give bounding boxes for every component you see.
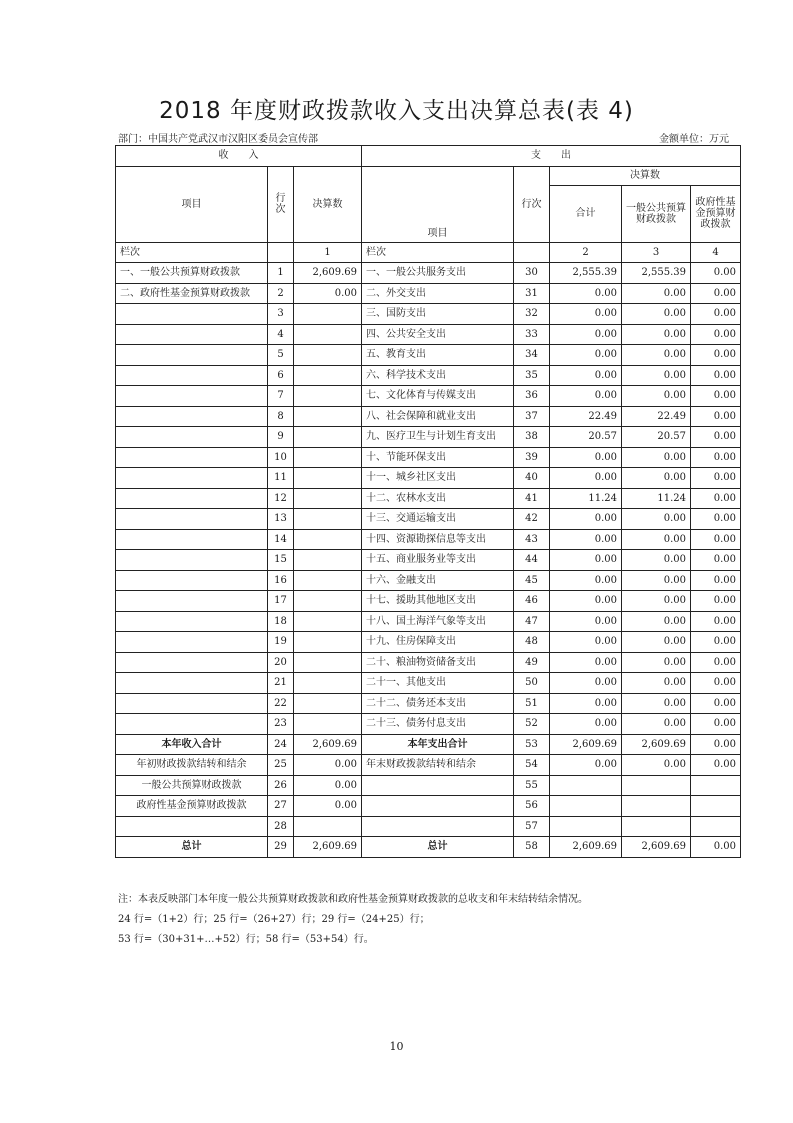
expense-item: 十八、国土海洋气象等支出 xyxy=(362,611,514,632)
income-line-no: 24 xyxy=(268,734,294,755)
income-item xyxy=(116,365,268,386)
income-amount xyxy=(294,447,362,468)
expense-line-no: 33 xyxy=(514,324,550,345)
expense-gov-fund: 0.00 xyxy=(691,714,741,735)
income-amount xyxy=(294,673,362,694)
income-amount xyxy=(294,468,362,489)
expense-gov-fund: 0.00 xyxy=(691,427,741,448)
expense-line-no: 39 xyxy=(514,447,550,468)
table-row xyxy=(116,652,741,673)
expense-total: 22.49 xyxy=(550,406,622,427)
table-row xyxy=(116,509,741,530)
expense-line-no: 30 xyxy=(514,263,550,284)
income-item xyxy=(116,611,268,632)
expense-item: 六、科学技术支出 xyxy=(362,365,514,386)
income-amount xyxy=(294,488,362,509)
table-row xyxy=(116,816,741,837)
expense-gov-fund: 0.00 xyxy=(691,283,741,304)
income-line-no: 5 xyxy=(268,345,294,366)
expense-total: 0.00 xyxy=(550,673,622,694)
table-row xyxy=(116,427,741,448)
income-line-no: 11 xyxy=(268,468,294,489)
expense-general-budget: 0.00 xyxy=(622,550,691,571)
expense-item: 二十、粮油物资储备支出 xyxy=(362,652,514,673)
expense-line-no: 32 xyxy=(514,304,550,325)
income-amount: 2,609.69 xyxy=(294,837,362,858)
expense-total: 0.00 xyxy=(550,591,622,612)
expense-item: 九、医疗卫生与计划生育支出 xyxy=(362,427,514,448)
column-index-row xyxy=(116,242,741,263)
income-line-no: 20 xyxy=(268,652,294,673)
expense-item: 十六、金融支出 xyxy=(362,570,514,591)
table-row xyxy=(116,550,741,571)
note-line: 注：本表反映部门本年度一般公共预算财政拨款和政府性基金预算财政拨款的总收支和年末结转结余情况。 xyxy=(118,894,588,905)
expense-line-no: 51 xyxy=(514,693,550,714)
expense-item: 十二、农林水支出 xyxy=(362,488,514,509)
income-line-no: 10 xyxy=(268,447,294,468)
expense-item: 十七、援助其他地区支出 xyxy=(362,591,514,612)
expense-total: 0.00 xyxy=(550,509,622,530)
expense-general-budget: 0.00 xyxy=(622,652,691,673)
expense-gov-fund: 0.00 xyxy=(691,488,741,509)
col-index-3: 3 xyxy=(622,242,691,263)
expense-line-no: 48 xyxy=(514,632,550,653)
income-amount xyxy=(294,652,362,673)
expense-general-budget: 0.00 xyxy=(622,447,691,468)
expense-total: 0.00 xyxy=(550,693,622,714)
expense-line-no: 53 xyxy=(514,734,550,755)
expense-gov-fund: 0.00 xyxy=(691,365,741,386)
total-col-header: 合计 xyxy=(550,185,622,242)
income-item xyxy=(116,324,268,345)
table-row xyxy=(116,755,741,776)
table-row xyxy=(116,775,741,796)
table-row xyxy=(116,447,741,468)
income-item xyxy=(116,406,268,427)
notes xyxy=(118,890,588,950)
income-amount xyxy=(294,386,362,407)
expense-gov-fund: 0.00 xyxy=(691,263,741,284)
expense-general-budget: 0.00 xyxy=(622,714,691,735)
expense-general-budget: 0.00 xyxy=(622,611,691,632)
income-amount xyxy=(294,632,362,653)
income-line-no: 2 xyxy=(268,283,294,304)
income-line-no: 15 xyxy=(268,550,294,571)
expense-line-no: 40 xyxy=(514,468,550,489)
expense-item: 七、文化体育与传媒支出 xyxy=(362,386,514,407)
expense-line-no: 58 xyxy=(514,837,550,858)
expense-total: 0.00 xyxy=(550,365,622,386)
expense-general-budget: 0.00 xyxy=(622,345,691,366)
expense-gov-fund: 0.00 xyxy=(691,632,741,653)
expense-line-no: 52 xyxy=(514,714,550,735)
table-row xyxy=(116,406,741,427)
expense-item: 八、社会保障和就业支出 xyxy=(362,406,514,427)
line-label-right: 栏次 xyxy=(362,242,514,263)
income-line-no: 27 xyxy=(268,796,294,817)
expense-total xyxy=(550,816,622,837)
expense-gov-fund: 0.00 xyxy=(691,468,741,489)
income-item: 年初财政拨款结转和结余 xyxy=(116,755,268,776)
expense-general-budget: 0.00 xyxy=(622,632,691,653)
income-item xyxy=(116,468,268,489)
gov-fund-header: 政府性基金预算财政拨款 xyxy=(691,185,741,242)
expense-line-no: 49 xyxy=(514,652,550,673)
expense-line-no: 31 xyxy=(514,283,550,304)
expense-line-no: 45 xyxy=(514,570,550,591)
expense-item: 二、外交支出 xyxy=(362,283,514,304)
expense-total: 0.00 xyxy=(550,386,622,407)
expense-general-budget xyxy=(622,775,691,796)
income-line-no: 21 xyxy=(268,673,294,694)
income-amount xyxy=(294,816,362,837)
expense-line-no: 38 xyxy=(514,427,550,448)
expense-line-no: 41 xyxy=(514,488,550,509)
col-index-1: 1 xyxy=(294,242,362,263)
unit-label: 金额单位：万元 xyxy=(659,134,729,145)
expense-total: 0.00 xyxy=(550,611,622,632)
table-row xyxy=(116,488,741,509)
income-item xyxy=(116,816,268,837)
line-label-left: 栏次 xyxy=(116,242,268,263)
expense-total: 0.00 xyxy=(550,468,622,489)
expense-total: 0.00 xyxy=(550,529,622,550)
income-amount xyxy=(294,365,362,386)
income-line-no: 26 xyxy=(268,775,294,796)
expense-total: 0.00 xyxy=(550,304,622,325)
expense-item: 本年支出合计 xyxy=(362,734,514,755)
income-amount xyxy=(294,427,362,448)
expense-total: 2,555.39 xyxy=(550,263,622,284)
expense-line-no: 50 xyxy=(514,673,550,694)
income-amount xyxy=(294,529,362,550)
expense-line-header: 行次 xyxy=(514,166,550,242)
expense-item: 二十一、其他支出 xyxy=(362,673,514,694)
income-amount xyxy=(294,591,362,612)
income-line-no: 9 xyxy=(268,427,294,448)
expense-general-budget: 0.00 xyxy=(622,673,691,694)
table-row xyxy=(116,673,741,694)
table-row xyxy=(116,570,741,591)
expense-general-budget: 0.00 xyxy=(622,591,691,612)
expense-total: 2,609.69 xyxy=(550,734,622,755)
note-line: 24 行=（1+2）行；25 行=（26+27）行；29 行=（24+25）行； xyxy=(118,914,430,925)
expense-gov-fund: 0.00 xyxy=(691,591,741,612)
expense-general-budget: 11.24 xyxy=(622,488,691,509)
income-item xyxy=(116,529,268,550)
table-row xyxy=(116,263,741,284)
income-item xyxy=(116,591,268,612)
expense-general-budget: 2,555.39 xyxy=(622,263,691,284)
income-item xyxy=(116,509,268,530)
expense-line-no: 44 xyxy=(514,550,550,571)
income-amount xyxy=(294,406,362,427)
income-amount: 0.00 xyxy=(294,775,362,796)
income-amount xyxy=(294,693,362,714)
income-line-no: 8 xyxy=(268,406,294,427)
department-label: 部门：中国共产党武汉市汉阳区委员会宣传部 xyxy=(118,134,318,145)
income-item: 本年收入合计 xyxy=(116,734,268,755)
expense-gov-fund: 0.00 xyxy=(691,673,741,694)
expense-general-budget: 0.00 xyxy=(622,529,691,550)
expense-gov-fund: 0.00 xyxy=(691,652,741,673)
expense-general-budget: 0.00 xyxy=(622,386,691,407)
expense-general-budget: 0.00 xyxy=(622,304,691,325)
expense-line-no: 57 xyxy=(514,816,550,837)
expense-total: 0.00 xyxy=(550,345,622,366)
table-row xyxy=(116,734,741,755)
income-amount xyxy=(294,550,362,571)
table-row xyxy=(116,345,741,366)
expense-gov-fund: 0.00 xyxy=(691,570,741,591)
expense-gov-fund: 0.00 xyxy=(691,509,741,530)
expense-total: 0.00 xyxy=(550,652,622,673)
expense-total: 0.00 xyxy=(550,324,622,345)
income-amount xyxy=(294,345,362,366)
expense-gov-fund: 0.00 xyxy=(691,611,741,632)
expense-general-budget: 22.49 xyxy=(622,406,691,427)
expense-general-budget: 2,609.69 xyxy=(622,837,691,858)
expense-item xyxy=(362,816,514,837)
income-item: 一、一般公共预算财政拨款 xyxy=(116,263,268,284)
expense-general-budget: 0.00 xyxy=(622,509,691,530)
income-amount-header: 决算数 xyxy=(294,166,362,242)
table-row xyxy=(116,611,741,632)
expense-item: 十九、住房保障支出 xyxy=(362,632,514,653)
expense-line-no: 46 xyxy=(514,591,550,612)
income-item xyxy=(116,447,268,468)
expense-total: 0.00 xyxy=(550,714,622,735)
income-item xyxy=(116,386,268,407)
income-item xyxy=(116,345,268,366)
expense-item: 年末财政拨款结转和结余 xyxy=(362,755,514,776)
income-item xyxy=(116,570,268,591)
income-line-no: 22 xyxy=(268,693,294,714)
expense-total: 0.00 xyxy=(550,283,622,304)
income-line-no: 25 xyxy=(268,755,294,776)
expense-general-budget: 0.00 xyxy=(622,468,691,489)
income-amount xyxy=(294,509,362,530)
expense-line-no: 37 xyxy=(514,406,550,427)
income-line-no: 6 xyxy=(268,365,294,386)
expense-general-budget: 0.00 xyxy=(622,365,691,386)
income-item xyxy=(116,714,268,735)
expense-total: 0.00 xyxy=(550,570,622,591)
budget-table xyxy=(115,145,741,858)
expense-total: 11.24 xyxy=(550,488,622,509)
income-line-no: 18 xyxy=(268,611,294,632)
expense-total: 0.00 xyxy=(550,550,622,571)
expense-item: 四、公共安全支出 xyxy=(362,324,514,345)
expense-item: 十五、商业服务业等支出 xyxy=(362,550,514,571)
expense-line-no: 43 xyxy=(514,529,550,550)
expense-line-no: 47 xyxy=(514,611,550,632)
income-item xyxy=(116,304,268,325)
table-row xyxy=(116,386,741,407)
table-row xyxy=(116,283,741,304)
table-row xyxy=(116,324,741,345)
expense-header: 支 出 xyxy=(362,146,741,167)
income-line-no: 7 xyxy=(268,386,294,407)
expense-gov-fund: 0.00 xyxy=(691,304,741,325)
income-amount xyxy=(294,714,362,735)
income-line-no: 29 xyxy=(268,837,294,858)
page-number: 10 xyxy=(389,1040,404,1053)
expense-item: 二十三、债务付息支出 xyxy=(362,714,514,735)
table-row xyxy=(116,837,741,858)
expense-gov-fund: 0.00 xyxy=(691,324,741,345)
expense-line-no: 54 xyxy=(514,755,550,776)
income-item: 二、政府性基金预算财政拨款 xyxy=(116,283,268,304)
table-row xyxy=(116,365,741,386)
income-line-no: 28 xyxy=(268,816,294,837)
expense-line-no: 34 xyxy=(514,345,550,366)
expense-gov-fund: 0.00 xyxy=(691,447,741,468)
income-amount: 2,609.69 xyxy=(294,263,362,284)
col-index-4: 4 xyxy=(691,242,741,263)
expense-gov-fund: 0.00 xyxy=(691,550,741,571)
income-item: 政府性基金预算财政拨款 xyxy=(116,796,268,817)
expense-gov-fund xyxy=(691,816,741,837)
expense-line-no: 42 xyxy=(514,509,550,530)
expense-item xyxy=(362,775,514,796)
expense-general-budget: 0.00 xyxy=(622,283,691,304)
income-line-no: 12 xyxy=(268,488,294,509)
expense-item: 二十二、债务还本支出 xyxy=(362,693,514,714)
income-line-no: 16 xyxy=(268,570,294,591)
header-row-2 xyxy=(116,166,741,185)
income-item xyxy=(116,652,268,673)
expense-general-budget: 0.00 xyxy=(622,755,691,776)
expense-gov-fund xyxy=(691,796,741,817)
expense-amount-header: 决算数 xyxy=(550,166,741,185)
income-line-no: 13 xyxy=(268,509,294,530)
expense-item: 十、节能环保支出 xyxy=(362,447,514,468)
expense-total: 2,609.69 xyxy=(550,837,622,858)
income-item-header: 项目 xyxy=(116,166,268,242)
income-amount: 0.00 xyxy=(294,796,362,817)
expense-line-no: 35 xyxy=(514,365,550,386)
table-row xyxy=(116,714,741,735)
table-row xyxy=(116,304,741,325)
income-item xyxy=(116,427,268,448)
expense-general-budget xyxy=(622,816,691,837)
income-amount xyxy=(294,324,362,345)
expense-gov-fund: 0.00 xyxy=(691,406,741,427)
income-line-no: 14 xyxy=(268,529,294,550)
header-row-1 xyxy=(116,146,741,167)
expense-general-budget xyxy=(622,796,691,817)
income-line-no: 1 xyxy=(268,263,294,284)
income-item xyxy=(116,550,268,571)
table-row xyxy=(116,529,741,550)
expense-item: 一、一般公共服务支出 xyxy=(362,263,514,284)
expense-item-header: 项目 xyxy=(362,166,514,242)
income-item xyxy=(116,488,268,509)
expense-general-budget: 20.57 xyxy=(622,427,691,448)
expense-gov-fund: 0.00 xyxy=(691,837,741,858)
general-budget-header: 一般公共预算财政拨款 xyxy=(622,185,691,242)
income-amount xyxy=(294,611,362,632)
income-amount: 2,609.69 xyxy=(294,734,362,755)
expense-total: 0.00 xyxy=(550,632,622,653)
expense-general-budget: 0.00 xyxy=(622,693,691,714)
expense-total: 0.00 xyxy=(550,755,622,776)
note-line: 53 行=（30+31+…+52）行；58 行=（53+54）行。 xyxy=(118,934,374,945)
expense-general-budget: 2,609.69 xyxy=(622,734,691,755)
income-amount: 0.00 xyxy=(294,755,362,776)
expense-item: 总计 xyxy=(362,837,514,858)
income-amount xyxy=(294,570,362,591)
table-row xyxy=(116,693,741,714)
expense-total xyxy=(550,775,622,796)
income-amount xyxy=(294,304,362,325)
expense-item: 五、教育支出 xyxy=(362,345,514,366)
col-index-2: 2 xyxy=(550,242,622,263)
expense-line-no: 55 xyxy=(514,775,550,796)
expense-gov-fund: 0.00 xyxy=(691,693,741,714)
expense-general-budget: 0.00 xyxy=(622,570,691,591)
income-line-no: 17 xyxy=(268,591,294,612)
income-item xyxy=(116,693,268,714)
expense-line-no: 36 xyxy=(514,386,550,407)
income-item: 总计 xyxy=(116,837,268,858)
expense-line-no: 56 xyxy=(514,796,550,817)
income-line-header: 行次 xyxy=(268,166,294,242)
page-title: 2018 年度财政拨款收入支出决算总表(表 4) xyxy=(159,98,634,124)
income-line-no: 19 xyxy=(268,632,294,653)
expense-item: 三、国防支出 xyxy=(362,304,514,325)
table-row xyxy=(116,468,741,489)
expense-gov-fund: 0.00 xyxy=(691,386,741,407)
expense-item: 十一、城乡社区支出 xyxy=(362,468,514,489)
expense-total: 0.00 xyxy=(550,447,622,468)
expense-total: 20.57 xyxy=(550,427,622,448)
expense-item xyxy=(362,796,514,817)
expense-general-budget: 0.00 xyxy=(622,324,691,345)
income-line-no: 4 xyxy=(268,324,294,345)
expense-item: 十四、资源勘探信息等支出 xyxy=(362,529,514,550)
expense-gov-fund: 0.00 xyxy=(691,734,741,755)
table-row xyxy=(116,591,741,612)
expense-gov-fund xyxy=(691,775,741,796)
income-item xyxy=(116,632,268,653)
expense-total xyxy=(550,796,622,817)
income-line-no: 23 xyxy=(268,714,294,735)
income-line-no: 3 xyxy=(268,304,294,325)
table-row xyxy=(116,632,741,653)
expense-gov-fund: 0.00 xyxy=(691,529,741,550)
income-item: 一般公共预算财政拨款 xyxy=(116,775,268,796)
expense-gov-fund: 0.00 xyxy=(691,345,741,366)
expense-gov-fund: 0.00 xyxy=(691,755,741,776)
income-header: 收 入 xyxy=(116,146,362,167)
expense-item: 十三、交通运输支出 xyxy=(362,509,514,530)
income-amount: 0.00 xyxy=(294,283,362,304)
table-row xyxy=(116,796,741,817)
income-item xyxy=(116,673,268,694)
